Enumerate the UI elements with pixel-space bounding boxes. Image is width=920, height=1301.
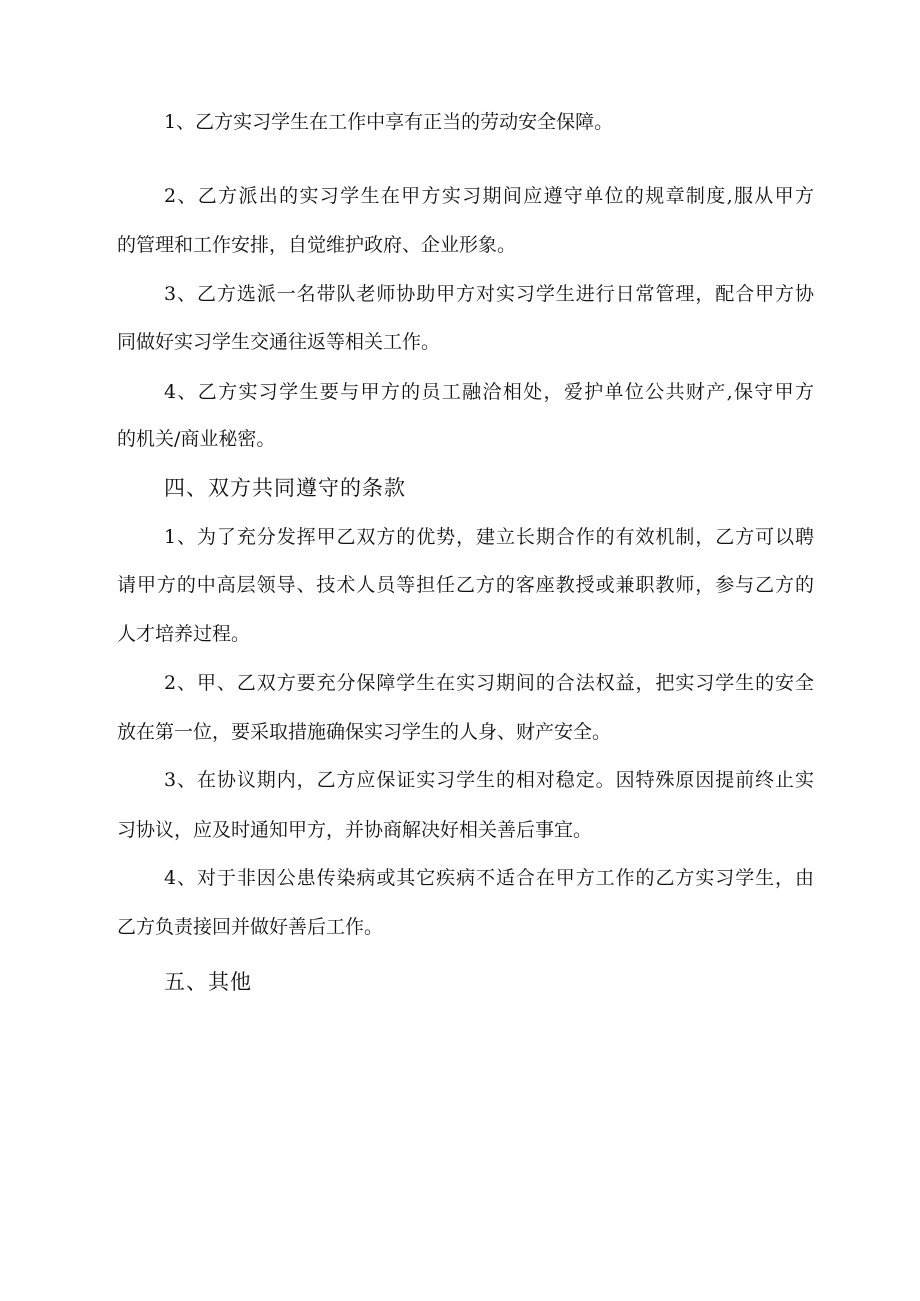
paragraph-line: 习协议，应及时通知甲方，并协商解决好相关善后事宜。 bbox=[117, 819, 593, 841]
section-heading: 四、双方共同遵守的条款 bbox=[164, 476, 406, 500]
paragraph-line: 的管理和工作安排，自觉维护政府、企业形象。 bbox=[117, 234, 517, 256]
paragraph-line: 同做好实习学生交通往返等相关工作。 bbox=[117, 331, 441, 353]
paragraph-line: 1、为了充分发挥甲乙双方的优势，建立长期合作的有效机制，乙方可以聘 bbox=[164, 526, 814, 548]
paragraph-line: 放在第一位，要采取措施确保实习学生的人身、财产安全。 bbox=[117, 721, 612, 743]
paragraph-line: 4、对于非因公患传染病或其它疾病不适合在甲方工作的乙方实习学生，由 bbox=[164, 867, 814, 889]
paragraph-line: 人才培养过程。 bbox=[117, 623, 251, 645]
paragraph-line: 的机关/商业秘密。 bbox=[117, 428, 276, 450]
paragraph-line: 4、乙方实习学生要与甲方的员工融洽相处，爱护单位公共财产,保守甲方 bbox=[164, 381, 814, 403]
paragraph-line: 2、甲、乙双方要充分保障学生在实习期间的合法权益，把实习学生的安全 bbox=[164, 672, 814, 694]
paragraph-line: 3、在协议期内，乙方应保证实习学生的相对稳定。因特殊原因提前终止实 bbox=[164, 769, 814, 791]
paragraph-line: 3、乙方选派一名带队老师协助甲方对实习学生进行日常管理，配合甲方协 bbox=[164, 283, 814, 305]
paragraph-line: 请甲方的中高层领导、技术人员等担任乙方的客座教授或兼职教师，参与乙方的 bbox=[117, 574, 814, 596]
paragraph-line: 乙方负责接回并做好善后工作。 bbox=[117, 916, 384, 938]
paragraph-line: 1、乙方实习学生在工作中享有正当的劳动安全保障。 bbox=[164, 111, 614, 133]
section-heading: 五、其他 bbox=[164, 970, 252, 994]
paragraph-line: 2、乙方派出的实习学生在甲方实习期间应遵守单位的规章制度,服从甲方 bbox=[164, 185, 814, 207]
